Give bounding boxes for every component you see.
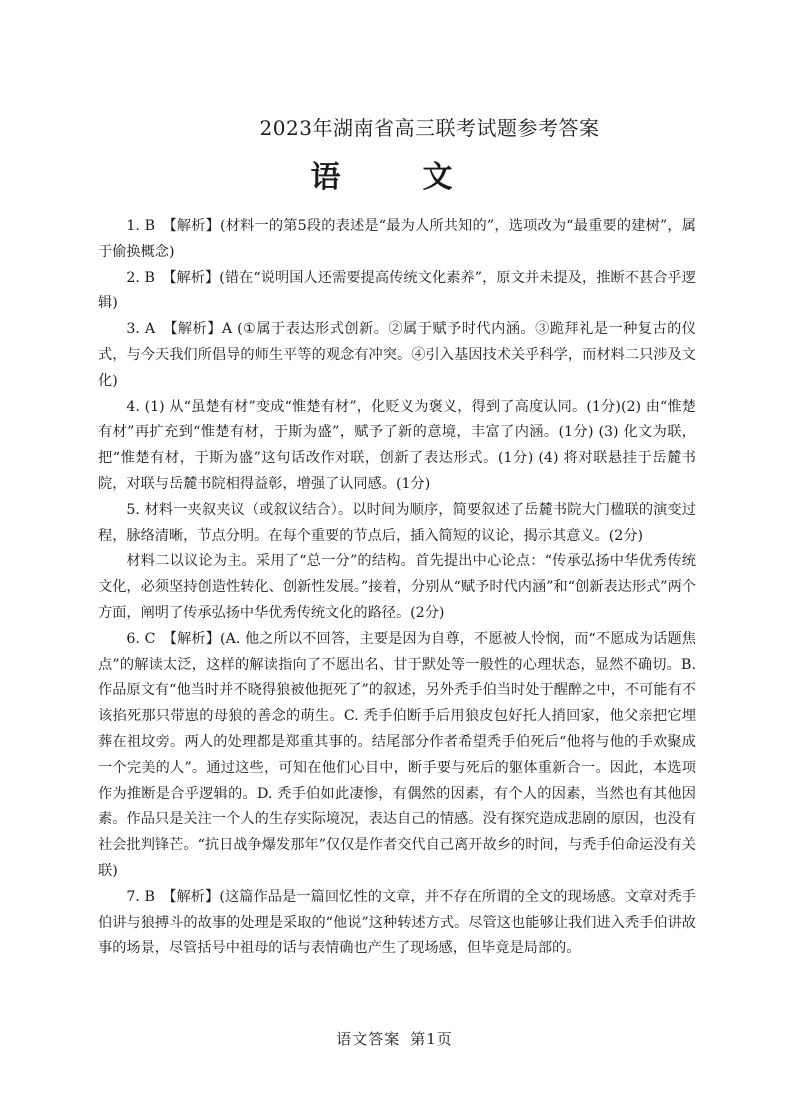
page-number: 第1页 — [410, 1030, 453, 1048]
answer-item: 7. B 【解析】(这篇作品是一篇回忆性的文章，并不存在所谓的全文的现场感。文章对秃手伯讲与狼搏斗的故事的处理是采取的“他说”这种转述方式。尽管这也能够让我们进入秃手伯讲故事的场景，尽管括号中祖母的话与表情确也产生了现场感，但毕竟是局部的。 — [98, 888, 696, 957]
footer-label: 语文答案 — [336, 1030, 401, 1048]
subject-heading: 语 文 — [310, 160, 479, 195]
answer-item: 6. C 【解析】(A. 他之所以不回答，主要是因为自尊，不愿被人怜悯，而“不愿成为话题焦点”的解读太泛，这样的解读指向了不愿出名、甘于默处等一般性的心理状态，显然不确切。B. 作品原文有“他当时并不晓得狼被他扼死了”的叙述，另外秃手伯当时处于醒醉之中，不可能有不该掐死那只带崽的母狼的善念的萌生。C. 秃手伯断手后用狼皮包好托人捎回家，他父亲把它埋葬在祖坟旁。两人的处理都是郑重其事的。结尾部分作者希望秃手伯死后“他将与他的手欢聚成一个完美的人”。通过这些，可知在他们心目中，断手要与死后的躯体重新合一。因此，本选项作为推断是合乎逻辑的。D. 秃手伯如此凄惨，有偶然的因素，有个人的因素，当然也有其他因素。作品只是关注一个人的生存实际境况，表达自己的情感。没有探究造成悲剧的原因，也没有社会批判锋芒。“抗日战争爆发那年”仅仅是作者交代自己离开故乡的时间，与秃手伯命运没有关联) — [98, 630, 696, 879]
answer-body — [98, 214, 696, 962]
document-title: 2023年湖南省高三联考试题参考答案 — [259, 116, 600, 140]
answer-item: 1. B 【解析】(材料一的第5段的表述是“最为人所共知的”，选项改为“最重要的建树”，属于偷换概念) — [98, 218, 696, 260]
answer-item: 5. 材料一夹叙夹议（或叙议结合）。以时间为顺序，简要叙述了岳麓书院大门楹联的演变过程，脉络清晰，节点分明。在每个重要的节点后，插入简短的议论，揭示其意义。(2分) — [98, 501, 696, 544]
answer-item: 2. B 【解析】(错在“说明国人还需要提高传统文化素养”，原文并未提及，推断不甚合乎逻辑) — [98, 269, 696, 312]
answer-item: 4. (1) 从“虽楚有材”变成“惟楚有材”，化贬义为褒义，得到了高度认同。(1分)(2) 由“惟楚有材”再扩充到“惟楚有材，于斯为盛”，赋予了新的意境，丰富了内涵。(1分) (3) 化文为联，把“惟楚有材，于斯为盛”这句话改作对联，创新了表达形式。(1分) (4) 将对联悬挂于岳麓书院，对联与岳麓书院相得益彰，增强了认同感。(1分) — [98, 398, 696, 492]
answer-item: 3. A 【解析】A (①属于表达形式创新。②属于赋予时代内涵。③跪拜礼是一种复古的仪式，与今天我们所倡导的师生平等的观念有冲突。④引入基因技术关乎科学，而材料二只涉及文化) — [98, 321, 696, 389]
page-footer — [0, 1028, 789, 1049]
answer-item: 材料二以议论为主。采用了“总一分”的结构。首先提出中心论点：“传承弘扬中华优秀传统文化，必须坚持创造性转化、创新性发展。”接着，分别从“赋予时代内涵”和“创新表达形式”两个方面，阐明了传承弘扬中华优秀传统文化的路径。(2分) — [98, 553, 696, 621]
